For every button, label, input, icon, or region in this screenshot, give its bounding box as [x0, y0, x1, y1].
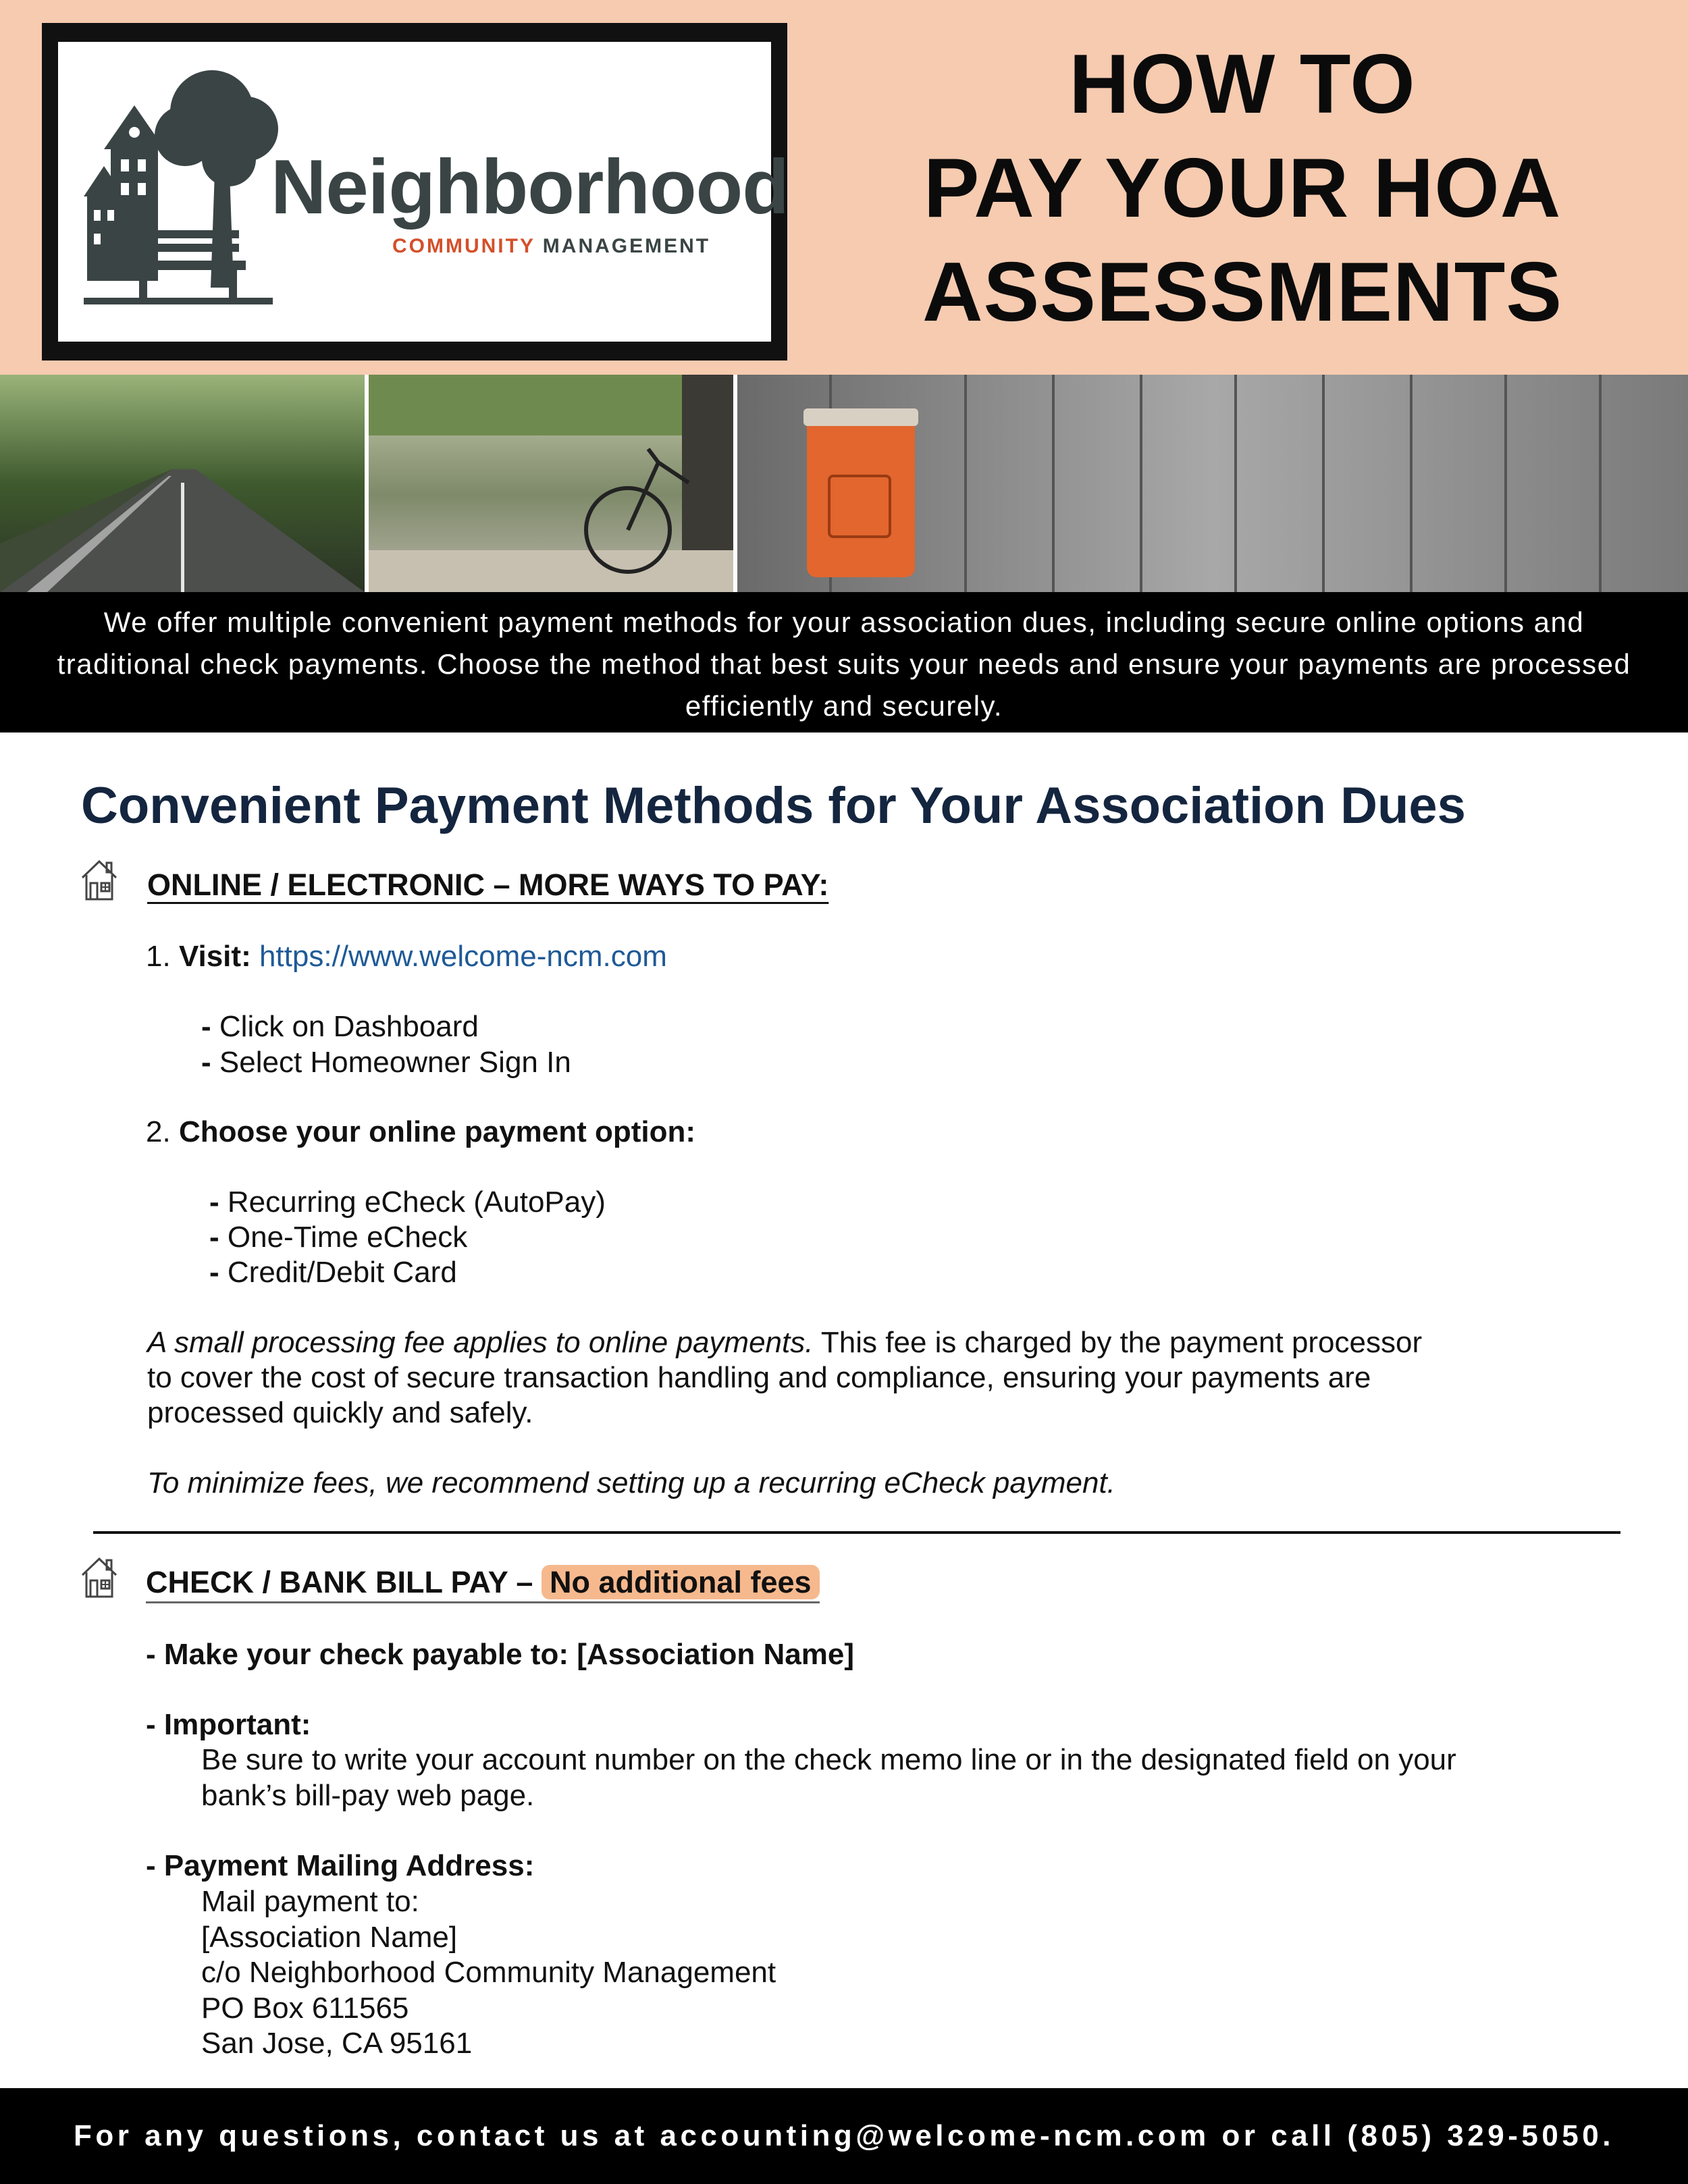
- header-banner: [0, 0, 1688, 375]
- house-icon: [80, 1555, 119, 1599]
- house-icon: [80, 857, 119, 902]
- recommendation-note: To minimize fees, we recommend setting up a recurring eCheck payment.: [147, 1466, 1115, 1499]
- address-line: c/o Neighborhood Community Management: [201, 1956, 776, 1989]
- step2-choose-option: 2. Choose your online payment option:: [146, 1115, 696, 1148]
- list-item: - Select Homeowner Sign In: [201, 1046, 571, 1079]
- mailing-address-label: - Payment Mailing Address:: [146, 1849, 535, 1882]
- online-payment-heading: ONLINE / ELECTRONIC – MORE WAYS TO PAY:: [147, 868, 829, 902]
- list-item: - One-Time eCheck: [209, 1221, 468, 1254]
- page-title: HOW TO PAY YOUR HOA ASSESSMENTS: [922, 38, 1563, 339]
- company-logo: [58, 42, 789, 342]
- logo-frame: [42, 23, 787, 361]
- list-item: - Recurring eCheck (AutoPay): [209, 1186, 606, 1219]
- no-fees-highlight: No additional fees: [542, 1565, 820, 1599]
- fee-note-line2: to cover the cost of secure transaction handling and compliance, ensuring your payments are: [147, 1361, 1371, 1394]
- address-line: Mail payment to:: [201, 1885, 419, 1918]
- mailbox-photo: [737, 375, 1688, 592]
- intro-banner: [0, 592, 1688, 733]
- address-line: PO Box 611565: [201, 1992, 409, 2025]
- contact-footer: For any questions, contact us at accounting@welcome-ncm.com or call (805) 329-5050.: [0, 2088, 1688, 2184]
- list-item: - Click on Dashboard: [201, 1010, 479, 1043]
- bicycle-photo: [369, 375, 733, 592]
- house-tree-bench-logo-icon: [84, 65, 286, 321]
- step1-visit: 1. Visit: https://www.welcome-ncm.com: [146, 940, 667, 973]
- website-link[interactable]: https://www.welcome-ncm.com: [259, 940, 667, 973]
- check-payment-heading: CHECK / BANK BILL PAY – No additional fees: [146, 1565, 820, 1603]
- photo-strip: [0, 375, 1688, 592]
- list-item: - Credit/Debit Card: [209, 1256, 457, 1289]
- section-title: Convenient Payment Methods for Your Association Dues: [81, 777, 1466, 834]
- logo-subtitle: COMMUNITY MANAGEMENT: [392, 235, 711, 257]
- section-divider: [93, 1531, 1620, 1534]
- intro-text: We offer multiple convenient payment methods for your association dues, including secure online options and traditional check payments. Choose the method that best suits your needs and ensure your payments are processed efficiently and securely.: [57, 606, 1631, 722]
- important-label: - Important:: [146, 1708, 311, 1741]
- logo-wordmark: Neighborhood: [271, 144, 789, 230]
- road-photo: [0, 375, 365, 592]
- payable-instruction: - Make your check payable to: [Association Name]: [146, 1638, 854, 1671]
- address-line: San Jose, CA 95161: [201, 2027, 473, 2060]
- fee-note-line3: processed quickly and safely.: [147, 1396, 533, 1429]
- important-line2: bank’s bill-pay web page.: [201, 1779, 535, 1812]
- fee-note-line1: A small processing fee applies to online payments. This fee is charged by the payment processor: [147, 1326, 1423, 1359]
- address-line: [Association Name]: [201, 1921, 458, 1954]
- important-line1: Be sure to write your account number on the check memo line or in the designated field on your: [201, 1743, 1456, 1776]
